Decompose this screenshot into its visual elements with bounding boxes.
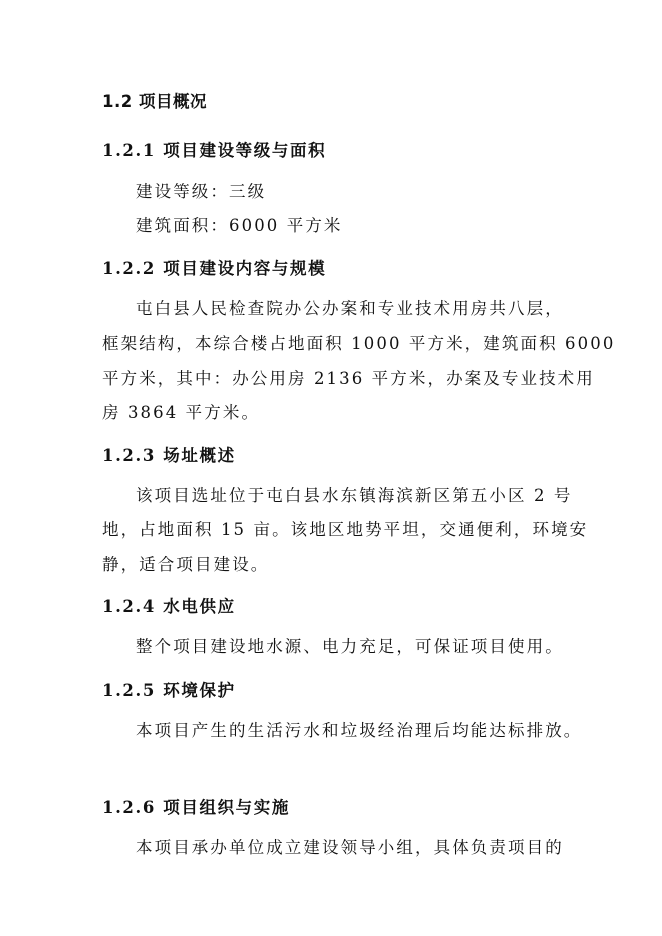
paragraph-line: 屯白县人民检查院办公办案和专业技术用房共八层，: [136, 299, 564, 318]
paragraph-line: 建设等级：三级: [136, 182, 267, 201]
sub-heading-5: 1.2.5 环境保护: [102, 681, 236, 700]
paragraph-line: 静，适合项目建设。: [102, 555, 270, 574]
sub-heading-6: 1.2.6 项目组织与实施: [102, 798, 290, 817]
paragraph-line: 框架结构，本综合楼占地面积 1000 平方米，建筑面积 6000: [102, 334, 616, 353]
paragraph-line: 建筑面积：6000 平方米: [136, 216, 343, 235]
sub-heading-3: 1.2.3 场址概述: [102, 446, 236, 465]
sub-heading-2: 1.2.2 项目建设内容与规模: [102, 259, 327, 278]
paragraph-line: 房 3864 平方米。: [102, 403, 261, 422]
paragraph-line: 本项目承办单位成立建设领导小组，具体负责项目的: [136, 838, 564, 857]
sub-heading-1: 1.2.1 项目建设等级与面积: [102, 141, 327, 160]
paragraph-line: 平方米，其中：办公用房 2136 平方米，办案及专业技术用: [102, 369, 595, 388]
paragraph-line: 本项目产生的生活污水和垃圾经治理后均能达标排放。: [136, 721, 583, 740]
sub-heading-4: 1.2.4 水电供应: [102, 597, 236, 616]
paragraph-line: 整个项目建设地水源、电力充足，可保证项目使用。: [136, 637, 564, 656]
paragraph-line: 该项目选址位于屯白县水东镇海滨新区第五小区 2 号: [136, 486, 573, 505]
section-heading: 1.2 项目概况: [102, 92, 207, 111]
paragraph-line: 地，占地面积 15 亩。该地区地势平坦，交通便利，环境安: [102, 520, 589, 539]
